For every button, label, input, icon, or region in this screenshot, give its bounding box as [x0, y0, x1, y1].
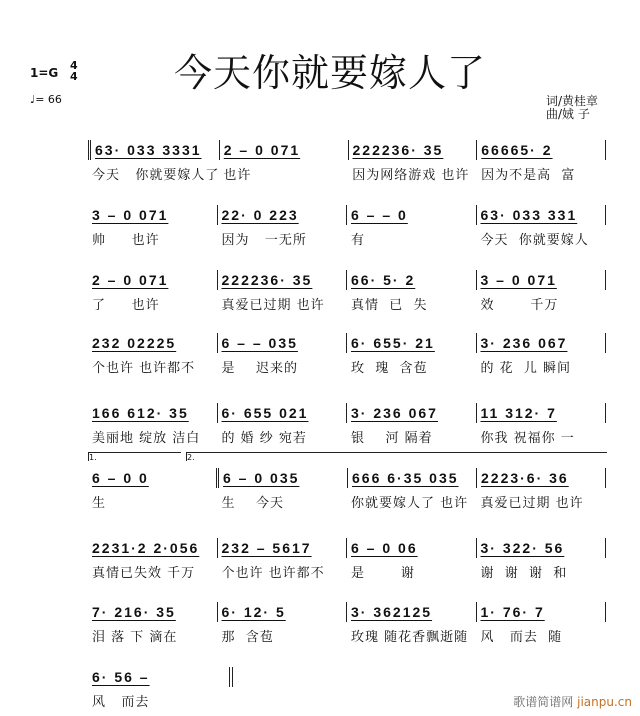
- score-line: [88, 205, 606, 248]
- lyric: 的 花 儿 瞬间: [480, 361, 572, 376]
- measure: 2 – 0 071: [88, 270, 218, 290]
- tempo-marking: ♩= 66: [30, 93, 62, 106]
- measure: 6· 56 –: [88, 667, 233, 687]
- lyrics-row: [88, 626, 606, 645]
- measure: 6 – 0 06: [347, 538, 477, 558]
- lyrics-row: [88, 294, 606, 313]
- lyric: 风 而去 随: [480, 630, 563, 645]
- lyric: 是 谢: [351, 566, 415, 581]
- lyric: 玫 瑰 含苞: [351, 361, 428, 376]
- measure: 666 6·35 035: [348, 468, 477, 488]
- lyrics-row: [88, 164, 606, 183]
- lyric: 也许: [223, 168, 252, 183]
- lyrics-row: [88, 691, 233, 710]
- measure: 66665· 2: [477, 140, 606, 160]
- measure: 66· 5· 2: [347, 270, 477, 290]
- lyrics-row: [88, 357, 606, 376]
- lyric: 玫瑰 随花香飘逝随: [351, 630, 469, 645]
- watermark-cn: 歌谱简谱网: [513, 695, 574, 709]
- measure: 6 – 0 035: [219, 468, 348, 488]
- lyric: 真情 已 失: [351, 298, 428, 313]
- lyric: 美丽地 绽放 洁白: [92, 431, 201, 446]
- notes-row: [88, 140, 606, 160]
- key-signature: 1=G: [30, 66, 59, 80]
- measure: 222236· 35: [349, 140, 478, 160]
- measure: 2231·2 2·056: [88, 538, 218, 558]
- score-line: [88, 403, 606, 446]
- measure: 6 – 0 0: [88, 468, 219, 488]
- measure: 6· 12· 5: [218, 602, 348, 622]
- measure: 11 312· 7: [477, 403, 607, 423]
- measure: 3· 322· 56: [477, 538, 607, 558]
- measure: 232 02225: [88, 333, 218, 353]
- notes-row: [88, 468, 606, 488]
- lyrics-row: [88, 492, 606, 511]
- score-line: [88, 602, 606, 645]
- lyric: 真爱已过期 也许: [221, 298, 325, 313]
- measure: 3· 362125: [347, 602, 477, 622]
- notes-row: [88, 403, 606, 423]
- volta-bracket: 2.: [186, 452, 607, 461]
- notes-row: [88, 538, 606, 558]
- lyric: 个也许 也许都不: [92, 361, 196, 376]
- watermark-en: jianpu.cn: [577, 695, 632, 709]
- measure: 1· 76· 7: [477, 602, 607, 622]
- measure: 3 – 0 071: [477, 270, 607, 290]
- lyric: 生: [92, 496, 107, 511]
- measure: 3· 236 067: [347, 403, 477, 423]
- lyrics-row: [88, 427, 606, 446]
- watermark: [513, 693, 632, 710]
- lyric: 真情已失效 千万: [92, 566, 196, 581]
- notes-row: [88, 205, 606, 225]
- score-line: [88, 333, 606, 376]
- lyric: 因为 一无所: [221, 233, 307, 248]
- lyric: 是 迟来的: [221, 361, 299, 376]
- score-line: [88, 538, 606, 581]
- score-line: [88, 270, 606, 313]
- lyric: 因为网络游戏 也许: [352, 168, 470, 183]
- notes-row: [88, 333, 606, 353]
- ts-bottom: 4: [70, 70, 78, 83]
- score-line: [88, 140, 606, 183]
- lyricist: 词/黄桂章: [546, 94, 599, 108]
- lyrics-row: [88, 229, 606, 248]
- measure: 232 – 5617: [218, 538, 348, 558]
- lyric: 那 含苞: [221, 630, 274, 645]
- measure: 2 – 0 071: [220, 140, 349, 160]
- lyric: 今天 你就要嫁人了: [92, 168, 220, 183]
- measure: 63· 033 331: [477, 205, 607, 225]
- lyric: 银 河 隔着: [351, 431, 433, 446]
- notes-row: [88, 667, 233, 687]
- measure: 2223·6· 36: [477, 468, 606, 488]
- lyric: 帅 也许: [92, 233, 160, 248]
- lyric: 的 婚 纱 宛若: [221, 431, 307, 446]
- measure: 166 612· 35: [88, 403, 218, 423]
- lyrics-row: [88, 562, 606, 581]
- lyric: 你我 祝福你 一: [480, 431, 575, 446]
- notes-row: [88, 270, 606, 290]
- lyric: 有: [351, 233, 366, 248]
- measure: 3 – 0 071: [88, 205, 218, 225]
- lyric: 效 千万: [480, 298, 559, 313]
- measure: 7· 216· 35: [88, 602, 218, 622]
- ts-top: 4: [70, 59, 78, 72]
- lyric: 因为不是高 富: [481, 168, 576, 183]
- score-line: [88, 453, 606, 511]
- volta-bracket: 1.: [88, 452, 181, 461]
- measure: 6 – – 0: [347, 205, 477, 225]
- notes-row: [88, 602, 606, 622]
- lyric: 生 今天: [221, 496, 285, 511]
- lyric: 真爱已过期 也许: [480, 496, 584, 511]
- score-line: [88, 667, 233, 710]
- measure: 22· 0 223: [218, 205, 348, 225]
- lyric: 泪 落 下 滴在: [92, 630, 178, 645]
- credits: [546, 95, 598, 121]
- lyric: 个也许 也许都不: [221, 566, 325, 581]
- lyric: 风 而去: [92, 695, 150, 710]
- measure: 6· 655 021: [218, 403, 348, 423]
- lyric: 谢 谢 谢 和: [480, 566, 568, 581]
- song-title: 今天你就要嫁人了: [173, 51, 486, 95]
- composer: 曲/娀 子: [546, 107, 590, 121]
- lyric: 了 也许: [92, 298, 160, 313]
- measure: 3· 236 067: [477, 333, 607, 353]
- measure: 63· 033 3331: [88, 140, 220, 160]
- lyric: 你就要嫁人了 也许: [351, 496, 469, 511]
- lyric: 今天 你就要嫁人: [480, 233, 589, 248]
- time-signature: [70, 60, 78, 82]
- measure: 6 – – 035: [218, 333, 348, 353]
- measure: 6· 655· 21: [347, 333, 477, 353]
- measure: 222236· 35: [218, 270, 348, 290]
